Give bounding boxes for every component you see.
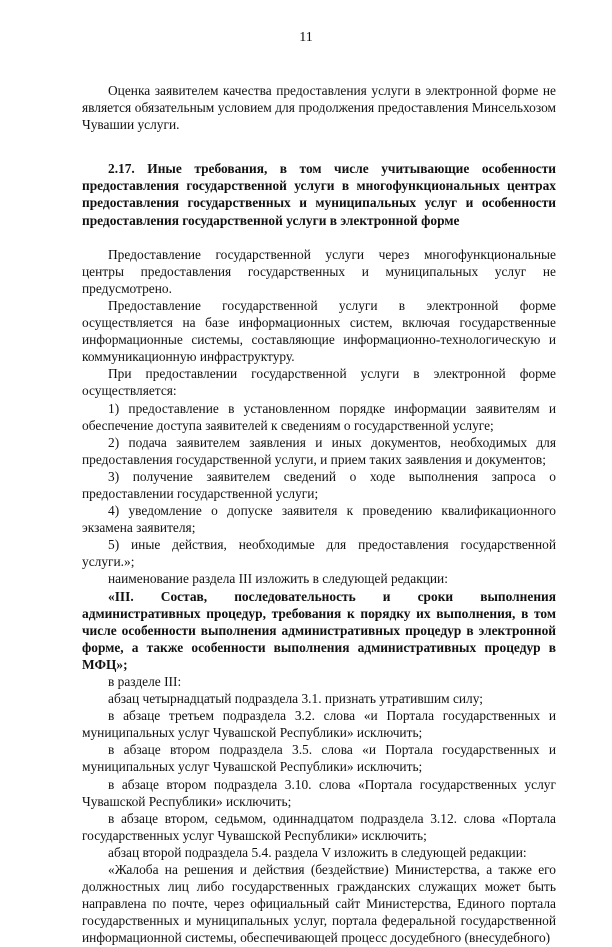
paragraph: в абзаце втором, седьмом, одиннадцатом подраздела 3.12. слова «Портала государственных услуг Чувашской Республики» исключить; xyxy=(82,810,556,843)
paragraph: в абзаце втором подраздела 3.5. слова «и Портала государственных и муниципальных услуг Чувашской Республики» исключить; xyxy=(82,742,556,775)
section-heading: 2.17. Иные требования, в том числе учитывающие особенности предоставления государственной услуги в многофункциональных центрах предоставления государственных и муниципальных услуг и особенности предоставления государственной услуги в электронной форме xyxy=(82,161,556,228)
list-item: 1) предоставление в установленном порядке информации заявителям и обеспечение доступа заявителей к сведениям о государственной услуге; xyxy=(82,400,556,433)
paragraph: При предоставлении государственной услуги в электронной форме осуществляется: xyxy=(82,366,556,399)
paragraph: «Жалоба на решения и действия (бездействие) Министерства, а также его должностных лиц либо государственных гражданских служащих может быть направлена по почте, через официальный сайт Министерства, Единого портала государственных и муниципальных услуг, портала федеральной государственной информационной системы, обеспечивающей процесс досудебного (внесудебного) xyxy=(82,862,556,946)
paragraph: наименование раздела III изложить в следующей редакции: xyxy=(108,571,448,587)
spacer xyxy=(82,229,556,246)
document-body xyxy=(82,82,556,947)
paragraph: Предоставление государственной услуги в электронной форме осуществляется на базе информационных систем, включая государственные информационные системы, составляющие информационно-технологическую и коммуникационную инфраструктуру. xyxy=(82,297,556,365)
paragraph: Предоставление государственной услуги через многофункциональные центры предоставления государственных и муниципальных услуг не предусмотрено. xyxy=(82,246,556,296)
paragraph: абзац второй подраздела 5.4. раздела V изложить в следующей редакции: xyxy=(108,844,527,860)
paragraph: в абзаце третьем подраздела 3.2. слова «и Портала государственных и муниципальных услуг Чувашской Республики» исключить; xyxy=(82,708,556,741)
list-item: 5) иные действия, необходимые для предоставления государственной услуги.»; xyxy=(82,537,556,570)
list-item: 2) подача заявителем заявления и иных документов, необходимых для предоставления государственной услуги, и прием таких заявления и документов; xyxy=(82,434,556,467)
section-title-quote: «III. Состав, последовательность и сроки выполнения административных процедур, требования к порядку их выполнения, в том числе особенности выполнения административных процедур в электронной форме, а также особенности выполнения административных процедур в МФЦ»; xyxy=(82,588,556,672)
paragraph: в разделе III: xyxy=(108,674,182,689)
spacer xyxy=(82,133,556,160)
list-item: 3) получение заявителем сведений о ходе выполнения запроса о предоставлении государственной услуги; xyxy=(82,468,556,501)
paragraph: в абзаце втором подраздела 3.10. слова «Портала государственных услуг Чувашской Республики» исключить; xyxy=(82,776,556,809)
paragraph: абзац четырнадцатый подраздела 3.1. признать утратившим силу; xyxy=(108,691,483,707)
paragraph: Оценка заявителем качества предоставления услуги в электронной форме не является обязательным условием для продолжения предоставления Минсельхозом Чувашии услуги. xyxy=(82,83,556,133)
page-number: 11 xyxy=(299,30,313,45)
list-item: 4) уведомление о допуске заявителя к проведению квалификационного экзамена заявителя; xyxy=(82,503,556,536)
